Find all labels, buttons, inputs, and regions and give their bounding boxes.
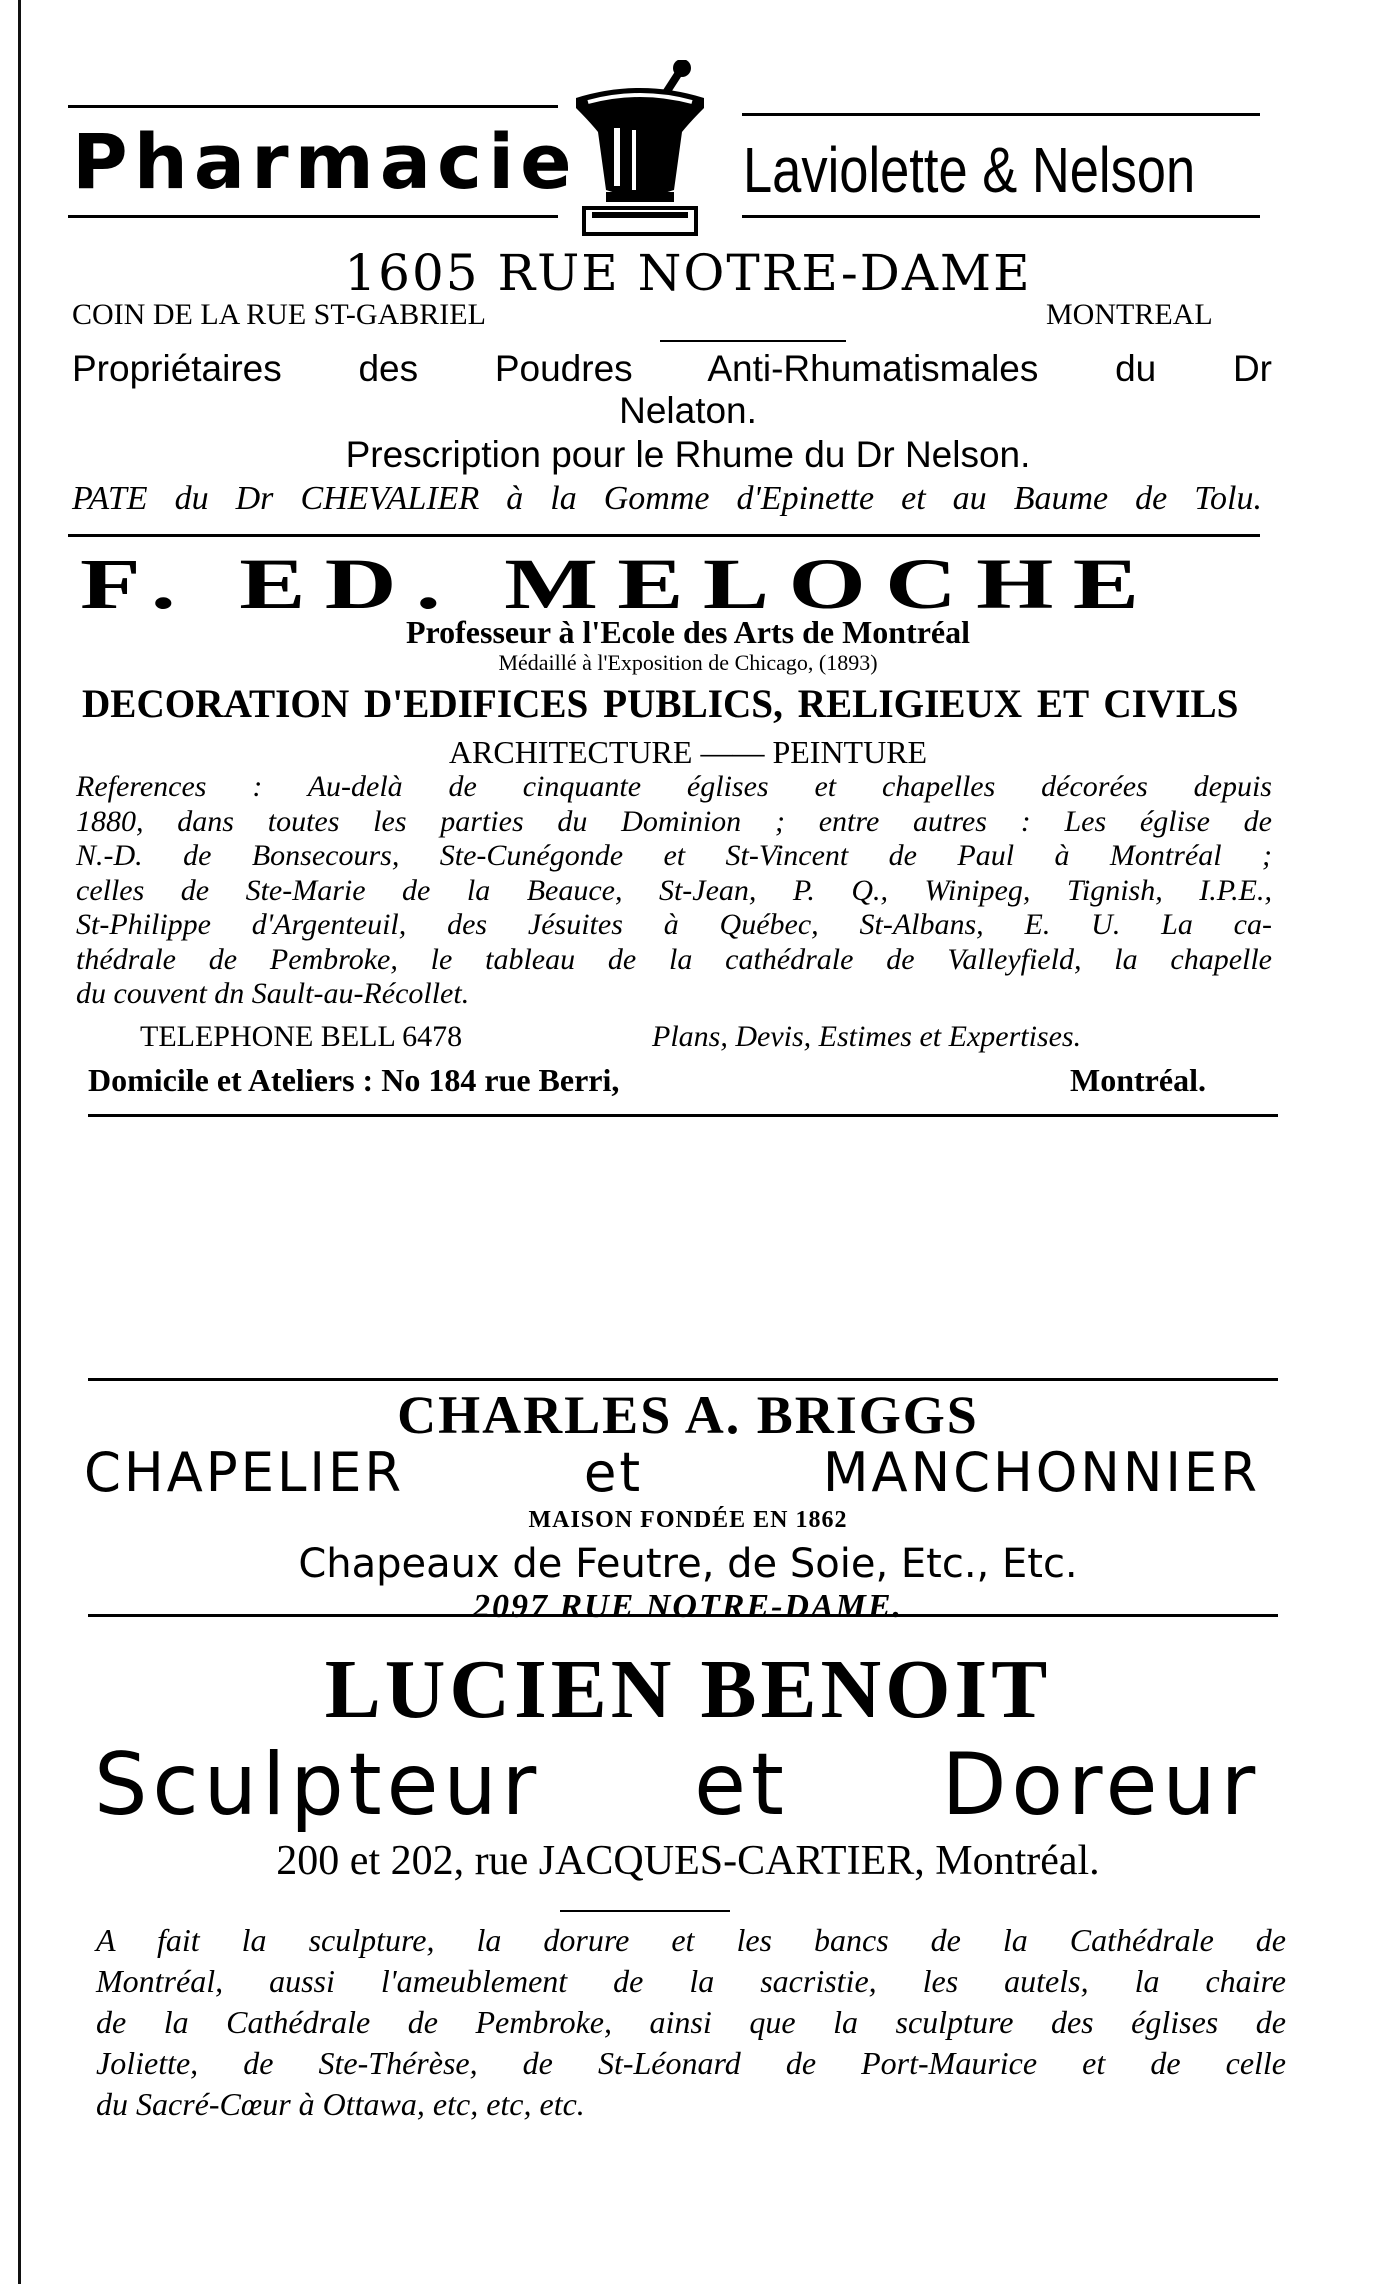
pharmacie-corner: COIN DE LA RUE ST-GABRIEL [72,298,486,331]
mortar-and-pestle-icon [570,60,710,245]
reference-line: du couvent dn Sault-au-Récollet. [76,977,470,1010]
pharmacie-line3: Prescription pour le Rhume du Dr Nelson. [345,434,1031,475]
header-rule-left-top [68,105,558,108]
meloche-domicile: Domicile et Ateliers : No 184 rue Berri, [88,1062,620,1098]
briggs-products: Chapeaux de Feutre, de Soie, Etc., Etc. [298,1541,1078,1587]
meloche-city: Montréal. [1070,1062,1206,1098]
page-margin-line [18,0,21,2284]
section-divider-2 [88,1114,1278,1117]
pharmacie-line2: Nelaton. [619,390,757,431]
meloche-title: Professeur à l'Ecole des Arts de Montréal [405,614,971,650]
pharmacie-line1: Propriétaires des Poudres Anti-Rhumatismales du Dr [72,348,1272,389]
description-line: de la Cathédrale de Pembroke, ainsi que la sculpture des églises de [96,2004,1286,2040]
reference-line: N.-D. de Bonsecours, Ste-Cunégonde et St-Vincent de Paul à Montréal ; [76,839,1272,872]
meloche-medal: Médaillé à l'Exposition de Chicago, (1893) [498,650,878,675]
reference-line: thédrale de Pembroke, le tableau de la cathédrale de Valleyfield, la chapelle [76,942,1272,976]
briggs-trade: CHAPELIER et MANCHONNIER [84,1441,1260,1504]
pharmacie-name: Pharmacie [72,117,578,206]
reference-line: St-Philippe d'Argenteuil, des Jésuites à Québec, St-Albans, E. U. La ca- [76,908,1272,941]
pharmacie-address: 1605 RUE NOTRE-DAME [344,244,1032,302]
meloche-telephone: TELEPHONE BELL 6478 [140,1020,463,1053]
pharmacie-owners: Laviolette & Nelson [743,134,1196,206]
meloche-decoration: DECORATION D'EDIFICES PUBLICS, RELIGIEUX ET CIVILS [82,681,1239,726]
address-underline [560,1910,730,1912]
description-line: Joliette, de Ste-Thérèse, de St-Léonard de Port-Maurice et de celle [96,2045,1286,2081]
reference-line: References : Au-delà de cinquante églises et chapelles décorées depuis [76,770,1272,803]
briggs-name: CHARLES A. BRIGGS [397,1385,979,1445]
header-rule-left-bottom [68,215,558,218]
reference-line: celles de Ste-Marie de la Beauce, St-Jean, P. Q., Winipeg, Tignish, I.P.E., [76,873,1272,907]
header-rule-right-top [742,113,1260,116]
benoit-trade: Sculpteur et Doreur [94,1735,1261,1835]
briggs-founded: MAISON FONDÉE EN 1862 [528,1507,848,1533]
section-divider-1 [68,534,1260,537]
reference-line: 1880, dans toutes les parties du Dominion ; entre autres : Les église de [76,804,1272,838]
header-rule-right-bottom [742,215,1260,218]
description-line: A fait la sculpture, la dorure et les bancs de la Cathédrale de [96,1922,1286,1958]
meloche-services: Plans, Devis, Estimes et Expertises. [652,1020,1082,1053]
corner-underline [660,340,846,342]
description-line: du Sacré-Cœur à Ottawa, etc, etc, etc. [96,2086,585,2122]
pharmacie-city: MONTREAL [1046,298,1213,331]
section-divider-3 [88,1378,1278,1381]
benoit-name: LUCIEN BENOIT [324,1643,1052,1736]
benoit-description [96,1920,1286,2125]
briggs-address: 2097 RUE NOTRE-DAME. [472,1588,904,1625]
meloche-arts: ARCHITECTURE —— PEINTURE [448,734,928,770]
meloche-name: F. ED. MELOCHE [80,544,1159,624]
meloche-references [76,770,1272,1012]
description-line: Montréal, aussi l'ameublement de la sacristie, les autels, la chaire [96,1963,1286,1999]
pharmacie-line4: PATE du Dr CHEVALIER à la Gomme d'Epinette et au Baume de Tolu. [72,480,1262,517]
benoit-address: 200 et 202, rue JACQUES-CARTIER, Montréal. [276,1838,1100,1884]
